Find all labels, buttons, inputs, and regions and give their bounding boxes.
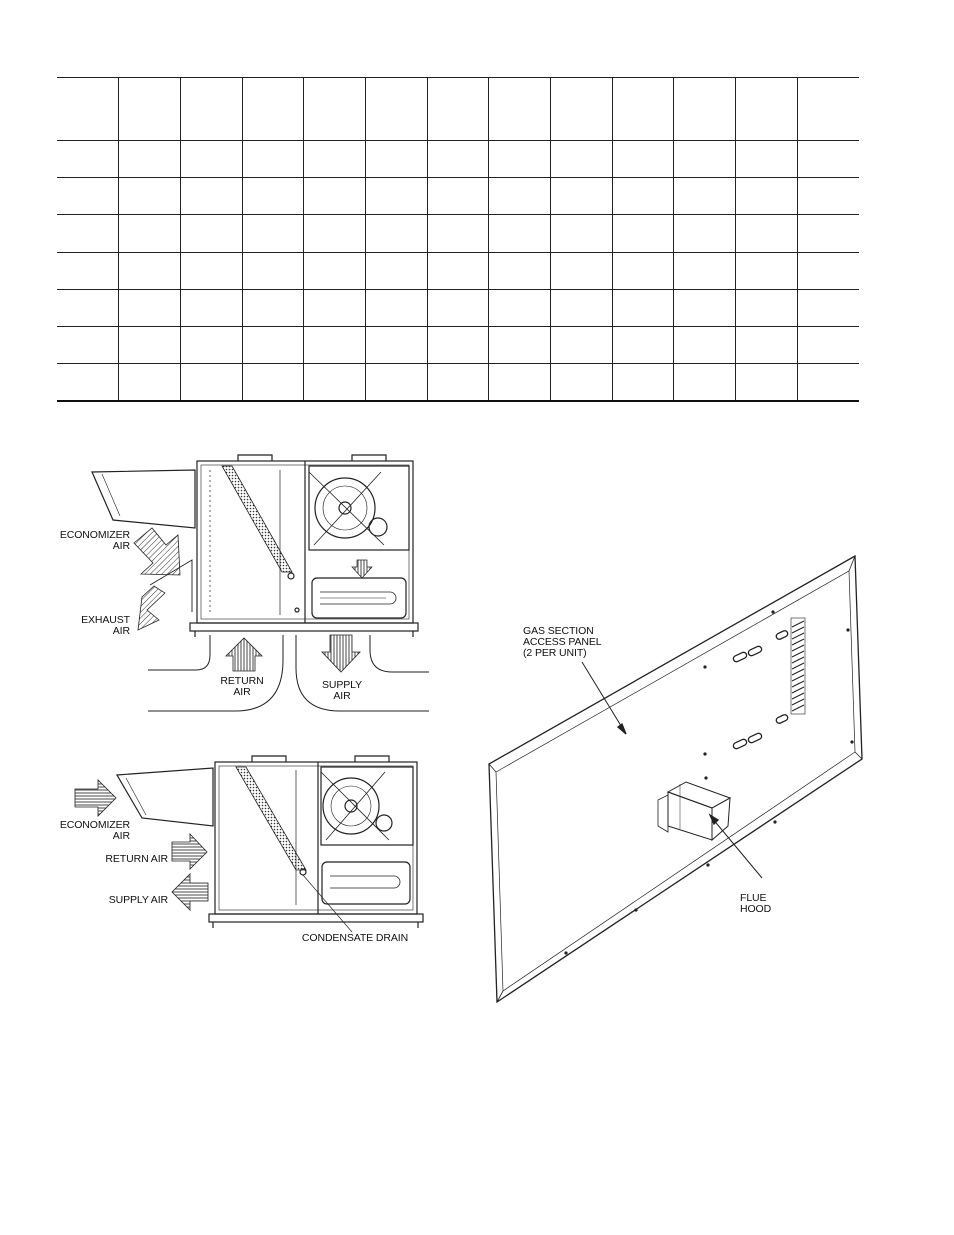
top-return-air-label: RETURN AIR <box>220 675 264 698</box>
top-exhaust-air-label: EXHAUST AIR <box>81 614 130 637</box>
flue-hood-label: FLUE HOOD <box>740 892 772 915</box>
gas-section-access-panel-label: GAS SECTION ACCESS PANEL (2 PER UNIT) <box>523 625 602 659</box>
top-economizer-air-label: ECONOMIZER AIR <box>59 529 130 552</box>
flue-hood <box>658 782 730 840</box>
access-panel <box>489 556 862 1002</box>
top-supply-air-label: SUPPLY AIR <box>321 679 363 702</box>
bottom-return-air-label: RETURN AIR <box>105 853 168 865</box>
bottom-economizer-air-label: ECONOMIZER AIR <box>59 819 130 842</box>
bottom-supply-air-label: SUPPLY AIR <box>108 894 168 906</box>
condensate-drain-label: CONDENSATE DRAIN <box>301 932 409 944</box>
